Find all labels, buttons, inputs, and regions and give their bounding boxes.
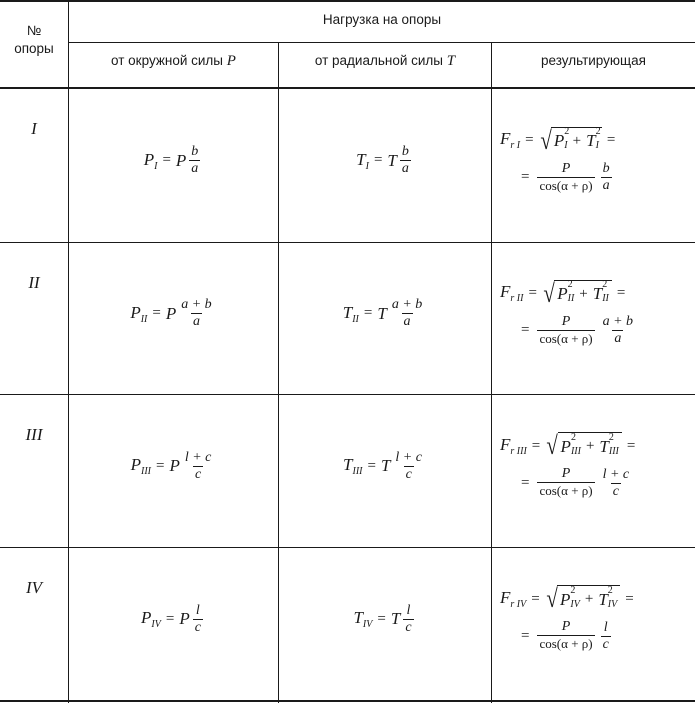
fraction-denominator (537, 330, 594, 348)
radical-sign: √ (543, 278, 555, 308)
resultant-line-2 (516, 314, 638, 348)
table-bottom-border (0, 700, 695, 702)
symbol (141, 608, 161, 630)
operator: = (626, 437, 636, 454)
symbol (500, 129, 521, 152)
header-circ-label: от окружной силы (111, 53, 224, 68)
symbol-letter: P (560, 436, 571, 456)
fraction-denominator (537, 177, 594, 195)
header-rad-symbol: T (446, 53, 456, 69)
denominator-text: c (405, 619, 412, 635)
symbol-letter: P (143, 149, 155, 169)
radicand (551, 127, 602, 155)
symbol-subscript: III (608, 445, 619, 457)
numerator-text: l (406, 602, 411, 618)
exponent: 2 (564, 126, 570, 137)
support-number: III (25, 425, 43, 444)
radial-formula (279, 89, 491, 232)
symbol-squared (592, 279, 609, 304)
operator: = (373, 152, 383, 168)
fraction (537, 466, 594, 500)
resultant-line-2 (516, 466, 640, 500)
symbol-letter: T (356, 149, 366, 169)
operator: + (584, 591, 594, 607)
symbol-subscript: III (140, 466, 151, 477)
symbol-letter: F (500, 434, 511, 454)
operator: = (521, 169, 530, 186)
symbol (500, 434, 527, 457)
symbol-subscript: I (564, 140, 568, 151)
symbol-letter: P (130, 455, 141, 474)
fraction (537, 161, 594, 195)
base-symbol: T (377, 303, 387, 323)
exponent: 2 (607, 584, 613, 596)
radicand (557, 585, 620, 613)
numerator-text: l (195, 602, 200, 618)
fraction-numerator (560, 466, 573, 482)
fraction-denominator (537, 635, 594, 653)
exponent: 2 (595, 126, 601, 137)
symbol (356, 150, 369, 172)
operator: = (525, 132, 534, 149)
fraction-denominator (404, 466, 414, 483)
symbol-subscript: I (595, 140, 599, 151)
header-inner-divider (69, 42, 695, 43)
resultant-line-1 (500, 585, 639, 613)
symbol-subscript (510, 446, 526, 457)
symbol (500, 587, 527, 610)
symbol-letter: T (342, 302, 353, 322)
fraction-numerator (393, 450, 424, 466)
symbol-letter: P (557, 284, 568, 303)
col-divider (491, 43, 492, 703)
header-load-group-label: Нагрузка на опоры (322, 12, 442, 27)
symbol-squared (599, 431, 619, 457)
symbol-subscript: IV (607, 598, 618, 610)
operator: = (367, 457, 376, 474)
resultant-line-1 (500, 432, 640, 460)
header-resultant (492, 52, 695, 70)
symbol-subscript: II (567, 293, 575, 304)
fraction (601, 620, 611, 653)
exponent: 2 (570, 431, 576, 443)
symbol (500, 282, 524, 305)
fraction-numerator (400, 144, 411, 160)
resultant-line-2 (516, 161, 620, 195)
symbol-subscript: III (570, 445, 581, 457)
base-symbol: T (380, 456, 391, 475)
symbol-letter: P (560, 589, 571, 609)
fraction (393, 450, 424, 483)
symbol-squared (560, 431, 581, 457)
fraction-numerator (601, 314, 635, 330)
fraction-denominator (601, 636, 611, 653)
circ-formula (69, 89, 278, 232)
denominator-text: c (602, 636, 609, 652)
symbol-letter: P (553, 131, 565, 150)
symbol-squared (598, 584, 618, 610)
operator: = (521, 322, 530, 339)
symbol-letter: P (130, 302, 141, 322)
symbol-subscript (510, 599, 526, 610)
radical-sign: √ (540, 125, 552, 155)
operator: = (377, 610, 386, 627)
fraction-numerator (560, 619, 573, 635)
symbol (353, 608, 372, 630)
numerator-text: l + c (395, 449, 422, 465)
supsub (608, 431, 619, 457)
operator: = (616, 285, 626, 302)
fraction-denominator (403, 619, 413, 636)
denominator-text: a (403, 314, 411, 329)
fraction-numerator (602, 620, 610, 636)
fraction-numerator (390, 297, 424, 313)
symbol-letter: T (343, 455, 353, 474)
symbol (343, 455, 362, 477)
symbol (130, 303, 147, 325)
subscript-r: r (510, 445, 515, 457)
radicand (558, 432, 622, 460)
resultant-lines (500, 280, 638, 348)
symbol-subscript (510, 140, 520, 151)
fraction-numerator (601, 467, 632, 483)
fraction-denominator (191, 313, 202, 330)
numerator-text: l + c (602, 466, 630, 482)
denominator-text: c (405, 466, 412, 482)
fraction (193, 603, 203, 636)
subscript-r: r (510, 140, 515, 152)
symbol-subscript: II (140, 313, 148, 325)
denominator-text: a (401, 161, 409, 176)
radical-sign: √ (546, 431, 559, 460)
operator: = (165, 610, 175, 627)
numerator-text: a + b (602, 314, 634, 329)
fraction-numerator (194, 603, 202, 619)
subscript-r: r (510, 293, 515, 305)
exponent: 2 (570, 584, 576, 596)
operator: + (579, 285, 588, 302)
symbol-letter: T (586, 131, 596, 150)
base-symbol: P (179, 609, 190, 628)
cos-expression: cos(α + ρ) (539, 177, 593, 193)
operator: = (528, 285, 537, 302)
operator: = (162, 152, 171, 168)
denominator-text: a (614, 331, 622, 346)
subscript-index: II (516, 293, 524, 305)
fraction-denominator (601, 177, 612, 194)
base-symbol: P (169, 456, 180, 475)
operator: = (606, 132, 616, 149)
fraction (183, 450, 214, 483)
fraction-numerator (183, 450, 214, 466)
sqrt (542, 280, 612, 308)
fraction (601, 467, 632, 500)
fraction-denominator (612, 330, 623, 347)
cos-expression: cos(α + ρ) (539, 636, 593, 651)
radicand (554, 280, 612, 308)
radial-formula (279, 395, 491, 537)
numerator-text: b (602, 161, 610, 176)
operator: = (363, 305, 373, 321)
symbol-subscript: II (352, 313, 359, 325)
symbol-squared (586, 126, 601, 151)
fraction (537, 314, 594, 348)
fraction (189, 144, 200, 177)
support-number: I (31, 119, 37, 138)
supsub (595, 126, 601, 151)
circ-formula (69, 243, 278, 384)
resultant-line-2 (516, 619, 639, 653)
numerator-text: l (603, 619, 608, 635)
symbol-subscript: III (352, 466, 363, 477)
fraction-numerator (560, 161, 573, 177)
symbol-subscript: I (365, 160, 369, 172)
exponent: 2 (567, 279, 573, 290)
symbol-letter: T (599, 436, 609, 456)
fraction (179, 297, 213, 330)
radial-formula (279, 548, 491, 690)
numerator-text: b (401, 144, 409, 159)
fraction (537, 619, 594, 653)
symbol (343, 303, 359, 325)
cos-expression: cos(α + ρ) (539, 330, 593, 346)
subscript-r: r (510, 598, 515, 610)
fraction-numerator (560, 314, 573, 330)
fraction-denominator (537, 482, 594, 500)
operator: = (531, 437, 541, 454)
subscript-index: III (516, 445, 527, 457)
numerator-text: a + b (391, 297, 423, 312)
operator: = (152, 305, 161, 321)
resultant-line-1 (500, 127, 620, 155)
subscript-index: I (516, 140, 521, 152)
header-load-group (69, 11, 695, 29)
operator: + (585, 438, 595, 454)
resultant-formula (500, 395, 690, 537)
table-top-border (0, 0, 695, 2)
symbol-subscript: IV (570, 598, 580, 610)
sqrt (545, 585, 621, 613)
denominator-text: c (195, 466, 202, 482)
symbol-subscript: I (154, 160, 158, 172)
support-number: IV (25, 578, 43, 597)
header-rad-label: от радиальной силы (314, 53, 443, 68)
fraction-denominator (611, 483, 621, 500)
symbol-squared (557, 279, 575, 304)
fraction (601, 161, 612, 194)
resultant-line-1 (500, 280, 638, 308)
symbol-subscript: IV (151, 619, 161, 630)
base-symbol: T (387, 150, 397, 170)
fraction-denominator (400, 160, 411, 177)
operator: = (155, 457, 165, 474)
fraction (400, 144, 411, 177)
denominator-text: a (191, 161, 199, 176)
sqrt (545, 432, 622, 460)
fraction-numerator (404, 603, 412, 619)
fraction-denominator (193, 466, 203, 483)
symbol-subscript: II (602, 293, 609, 304)
resultant-lines (500, 585, 639, 653)
fraction-denominator (193, 619, 203, 636)
symbol (144, 150, 158, 172)
symbol-letter: T (592, 284, 603, 303)
sqrt (539, 127, 602, 155)
header-num-label: № опоры (14, 23, 54, 56)
circ-formula (69, 395, 278, 537)
symbol-squared (553, 126, 570, 151)
supsub (602, 279, 609, 304)
resultant-lines (500, 432, 640, 500)
numerator-text: P (561, 160, 571, 176)
base-symbol: P (175, 150, 187, 170)
symbol-subscript: IV (362, 619, 373, 630)
supsub (570, 584, 580, 610)
operator: = (531, 590, 540, 607)
fraction (601, 314, 635, 347)
operator: = (521, 627, 530, 644)
supsub (570, 431, 581, 457)
numerator-text: a + b (181, 297, 212, 312)
header-num (0, 22, 68, 58)
fraction (403, 603, 413, 636)
denominator-text: a (192, 314, 200, 329)
symbol-letter: F (500, 587, 511, 607)
fraction (390, 297, 424, 330)
base-symbol: P (165, 303, 177, 323)
exponent: 2 (608, 431, 614, 443)
subscript-index: IV (516, 598, 527, 610)
base-symbol: T (390, 609, 401, 628)
radical-sign: √ (546, 584, 558, 613)
symbol-letter: F (500, 282, 511, 302)
header-radial (279, 52, 491, 70)
symbol-letter: T (353, 608, 363, 627)
header-circumferential (69, 52, 278, 70)
denominator-text: c (612, 483, 619, 499)
cos-expression: cos(α + ρ) (539, 483, 593, 498)
resultant-formula (500, 243, 690, 384)
numerator-text: P (561, 313, 571, 329)
supsub (607, 584, 618, 610)
symbol-letter: P (141, 608, 152, 627)
numerator-text: l + c (184, 449, 212, 465)
numerator-text: P (561, 466, 571, 481)
denominator-text: a (602, 178, 610, 193)
fraction-denominator (189, 160, 200, 177)
operator: = (521, 474, 530, 491)
operator: + (572, 132, 582, 149)
fraction-denominator (402, 313, 413, 330)
resultant-formula (500, 89, 690, 232)
denominator-text: c (194, 619, 201, 635)
symbol-letter: F (500, 129, 511, 149)
supsub (564, 126, 570, 151)
support-number: II (28, 273, 40, 292)
symbol-squared (560, 584, 580, 610)
exponent: 2 (602, 279, 608, 290)
operator: = (625, 590, 634, 607)
radial-formula (279, 243, 491, 384)
symbol-letter: T (598, 589, 608, 609)
supsub (567, 279, 575, 304)
fraction-numerator (189, 144, 200, 160)
symbol (131, 455, 151, 477)
numerator-text: b (191, 144, 199, 159)
header-res-label: результирующая (541, 53, 646, 68)
resultant-lines (500, 127, 620, 195)
numerator-text: P (561, 619, 571, 634)
fraction-numerator (179, 297, 213, 313)
fraction-numerator (601, 161, 612, 177)
resultant-formula (500, 548, 690, 690)
circ-formula (69, 548, 278, 690)
symbol-subscript (510, 293, 523, 304)
header-circ-symbol: P (226, 53, 236, 69)
